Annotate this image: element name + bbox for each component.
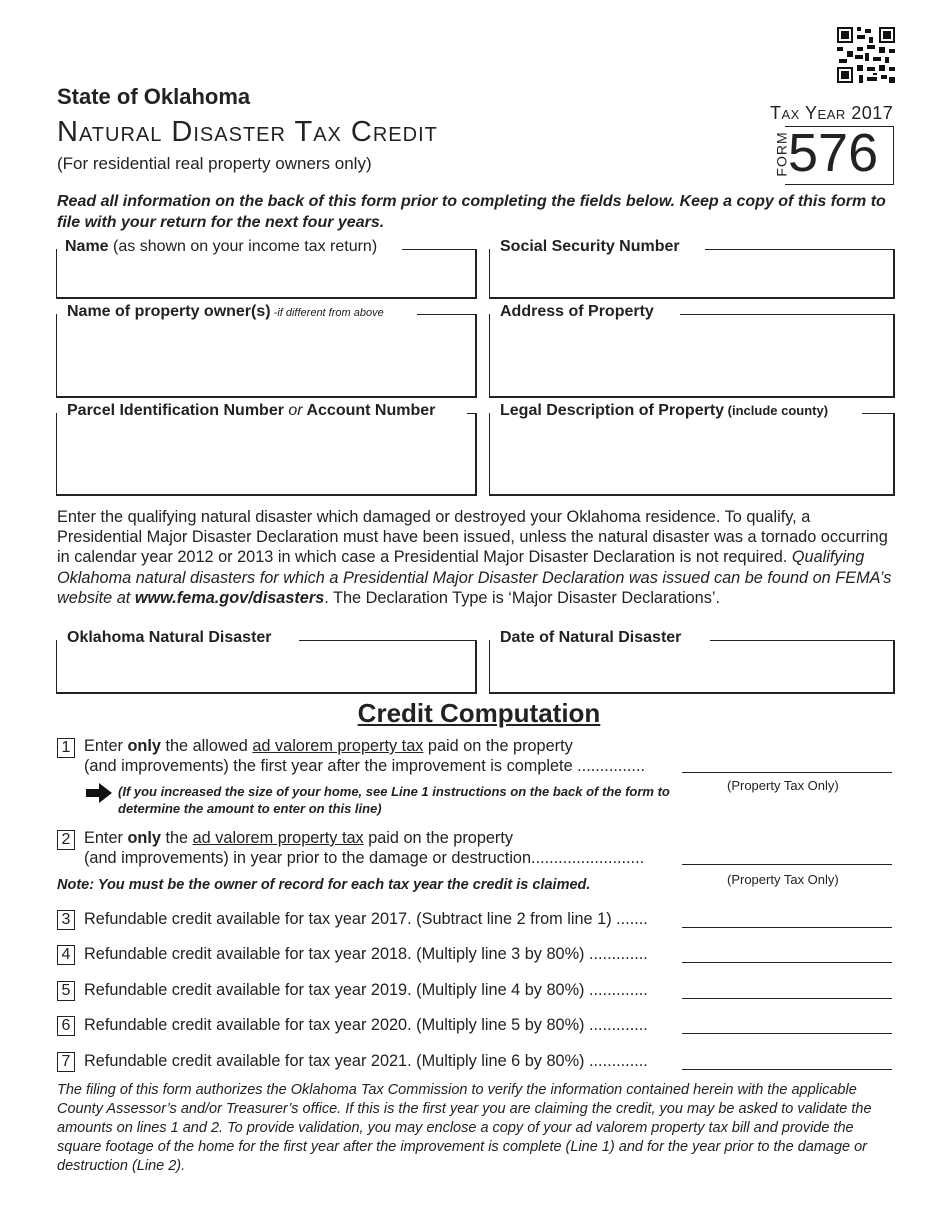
state-name: State of Oklahoma	[57, 84, 251, 109]
instructions: Read all information on the back of this form prior to completing the fields below. Keep a copy of this form to file with your return for the next four years.	[57, 193, 886, 231]
line-2-amount[interactable]	[682, 864, 892, 865]
form-title: Natural Disaster Tax Credit	[57, 116, 438, 148]
account-label: Account Number	[302, 402, 436, 419]
legal-description-label: Legal Description of Property	[500, 402, 725, 419]
line-6-text: Refundable credit available for tax year 2020. (Multiply line 5 by 80%) .............	[84, 1016, 648, 1034]
legal-description-field[interactable]	[489, 402, 895, 496]
declaration-type-text: . The Declaration Type is ‘Major Disaster Declarations’.	[324, 588, 720, 607]
line-1-arrow-note: (If you increased the size of your home, see Line 1 instructions on the back of the form to determine the amount to enter on this line)	[118, 784, 670, 816]
property-address-label: Address of Property	[498, 303, 658, 321]
form-number: 576	[788, 123, 879, 183]
line-5-amount[interactable]	[682, 998, 892, 999]
fema-info-text: Qualifying Oklahoma natural disasters for which a Presidential Major Disaster Declaration was issued can be found on FEMA’s website at	[57, 548, 892, 607]
property-address-field[interactable]	[489, 303, 895, 398]
arrow-right-icon	[86, 782, 112, 804]
name-note: (as shown on your income tax return)	[108, 238, 378, 255]
parcel-label: Parcel Identification Number	[67, 402, 289, 419]
line-6-number: 6	[57, 1016, 75, 1036]
name-label: Name	[65, 238, 109, 255]
disaster-date-field[interactable]	[489, 629, 895, 694]
footer-authorization: The filing of this form authorizes the Oklahoma Tax Commission to verify the information contained herein with the applicable County Assessor’s and/or Treasurer’s office. If this is the first year you are claiming the credit, you may be asked to validate the amounts on lines 1 and 2. To provide validation, you may enclose a copy of your ad valorem property tax bill and provide the square footage of the home for the first year after the improvement is complete (Line 1) and for the year prior to the damage or destruction (Line 2).	[57, 1082, 872, 1174]
line-1-subnote: (Property Tax Only)	[727, 778, 839, 793]
natural-disaster-label: Oklahoma Natural Disaster	[65, 629, 276, 647]
line-5-text: Refundable credit available for tax year 2019. (Multiply line 4 by 80%) .............	[84, 981, 648, 999]
property-owner-note: -if different from above	[270, 307, 384, 319]
ssn-label: Social Security Number	[498, 238, 684, 256]
natural-disaster-field[interactable]	[56, 629, 477, 694]
qualifying-disaster-info	[57, 507, 897, 608]
owner-note: Note: You must be the owner of record for each tax year the credit is claimed.	[57, 877, 591, 893]
line-1-amount[interactable]	[682, 772, 892, 773]
line-3-number: 3	[57, 910, 75, 930]
line-1-number: 1	[57, 738, 75, 758]
legal-description-note: (include county)	[724, 403, 829, 418]
line-7-number: 7	[57, 1052, 75, 1072]
line-7-amount[interactable]	[682, 1069, 892, 1070]
line-1-text: Enter only the allowed ad valorem property tax paid on the property (and improvements) the first year after the improvement is complete ...............	[84, 737, 646, 776]
parcel-or: or	[288, 402, 303, 419]
property-owner-field[interactable]	[56, 303, 477, 398]
form-subtitle: (For residential real property owners only)	[57, 154, 372, 173]
line-2-subnote: (Property Tax Only)	[727, 872, 839, 887]
disaster-info-text: Enter the qualifying natural disaster which damaged or destroyed your Oklahoma residence. To qualify, a Presidential Major Disaster Declaration must have been issued, unless the natural disaster was a tornado occurring in calendar year 2012 or 2013 in which case a Presidential Major Disaster Declaration is not required.	[57, 508, 888, 567]
line-6-amount[interactable]	[682, 1033, 892, 1034]
property-owner-label: Name of property owner(s)	[67, 303, 271, 320]
parcel-number-field[interactable]	[56, 402, 477, 496]
qr-code-icon	[837, 27, 895, 83]
line-2-number: 2	[57, 830, 75, 850]
credit-computation-heading: Credit Computation	[357, 698, 601, 728]
line-5-number: 5	[57, 981, 75, 1001]
fema-link[interactable]: www.fema.gov/disasters	[134, 588, 325, 607]
tax-year: Tax Year 2017	[770, 103, 894, 123]
line-4-text: Refundable credit available for tax year 2018. (Multiply line 3 by 80%) .............	[84, 945, 648, 963]
line-4-amount[interactable]	[682, 962, 892, 963]
disaster-date-label: Date of Natural Disaster	[498, 629, 685, 647]
line-7-text: Refundable credit available for tax year 2021. (Multiply line 6 by 80%) .............	[84, 1052, 648, 1070]
form-label: FORM	[773, 131, 790, 177]
line-3-amount[interactable]	[682, 927, 892, 928]
name-field[interactable]	[56, 238, 477, 299]
line-2-text: Enter only the ad valorem property tax paid on the property (and improvements) in year prior to the damage or destruction.........................	[84, 829, 645, 868]
line-4-number: 4	[57, 945, 75, 965]
ssn-field[interactable]	[489, 238, 895, 299]
line-3-text: Refundable credit available for tax year 2017. (Subtract line 2 from line 1) .......	[84, 910, 648, 928]
